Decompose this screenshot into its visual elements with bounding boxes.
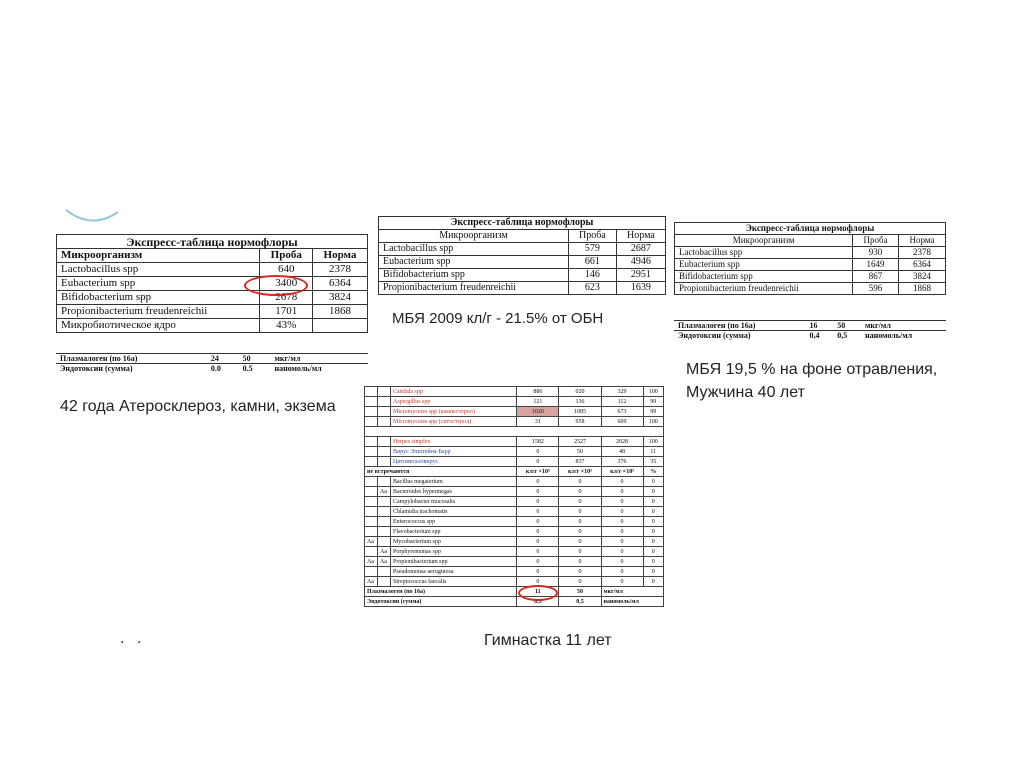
cell-value: 11 xyxy=(643,447,663,457)
table-title: Экспресс-таблица нормофлоры xyxy=(675,223,946,235)
cell-flag xyxy=(378,507,391,517)
cell-norm: 1639 xyxy=(616,282,665,295)
cell-value: 0 xyxy=(643,537,663,547)
header-unit: кл/г ×10⁵ xyxy=(559,467,601,477)
header-norm: Норма xyxy=(616,230,665,243)
cell-value: 376 xyxy=(601,457,643,467)
cell-norm: 3824 xyxy=(898,271,945,283)
microbe-rows xyxy=(365,477,664,587)
cell-value: 673 xyxy=(601,407,643,417)
cell-value: 0 xyxy=(559,567,601,577)
header-unit: % xyxy=(643,467,663,477)
cell-value: 0 xyxy=(601,577,643,587)
cell-value: 886 xyxy=(517,387,559,397)
cell-name: Propionibacterium freudenreichii xyxy=(675,283,853,295)
extra-value: 0,3 xyxy=(517,597,559,607)
cell-value: 0 xyxy=(643,477,663,487)
stray-dots: . . xyxy=(120,630,146,647)
cell-value: 0 xyxy=(517,527,559,537)
header-unit: кл/г ×10⁵ xyxy=(517,467,559,477)
extra-unit: мкг/мл xyxy=(861,321,946,331)
header-sample: Проба xyxy=(260,249,313,263)
cell-sample: 146 xyxy=(568,269,616,282)
cell-flag xyxy=(378,567,391,577)
cell-value: 0 xyxy=(601,567,643,577)
caption-3-line-2: Мужчина 40 лет xyxy=(686,384,805,401)
table-row xyxy=(57,319,368,333)
cell-name: Flavobacterium spp xyxy=(391,527,517,537)
cell-value: 0 xyxy=(643,497,663,507)
cell-value: 112 xyxy=(601,397,643,407)
cell-value: 837 xyxy=(559,457,601,467)
cell-value: 0 xyxy=(601,507,643,517)
extra-row xyxy=(365,597,664,607)
cell-value: 0 xyxy=(517,477,559,487)
cell-value: 2028 xyxy=(601,437,643,447)
cell-name: Porphyromonas spp xyxy=(391,547,517,557)
extra-label: Плазмалоген (по 16а) xyxy=(56,354,207,364)
table-header-row xyxy=(365,467,664,477)
table-row xyxy=(675,259,946,271)
cell-flag xyxy=(365,517,378,527)
cell-value: 0 xyxy=(601,547,643,557)
header-norm: Норма xyxy=(313,249,368,263)
table-row xyxy=(365,387,664,397)
cell-name: Lactobacillus spp xyxy=(57,263,260,277)
cell-value: 0 xyxy=(601,497,643,507)
table-row xyxy=(57,277,368,291)
cell-value: 0 xyxy=(643,547,663,557)
table-row xyxy=(365,397,664,407)
cell-flag xyxy=(378,537,391,547)
cell-name: Enterococcus spp xyxy=(391,517,517,527)
table-row xyxy=(365,577,664,587)
extra-unit: наномоль/мл xyxy=(861,331,946,341)
cell-name: Bacteroides hypermegas xyxy=(391,487,517,497)
extra-value: 11 xyxy=(517,587,559,597)
extra-label: Плазмалоген (по 16а) xyxy=(365,587,517,597)
cell-name: Eubacterium spp xyxy=(675,259,853,271)
table-row xyxy=(379,269,666,282)
cell-flag: Аа xyxy=(365,537,378,547)
cell-value: 1085 xyxy=(559,407,601,417)
table-spacer-row xyxy=(365,427,664,437)
cell-value: 0 xyxy=(601,557,643,567)
cell-sample: 579 xyxy=(568,243,616,256)
cell-flag xyxy=(365,547,378,557)
header-sample: Проба xyxy=(853,235,899,247)
cell-value: 48 xyxy=(601,447,643,457)
cell-name: Propionibacterium spp xyxy=(391,557,517,567)
cell-value: 0 xyxy=(517,557,559,567)
cell-value: 0 xyxy=(559,507,601,517)
cell-value: 136 xyxy=(559,397,601,407)
table-row xyxy=(365,557,664,567)
caption-1: 42 года Атеросклероз, камни, экзема xyxy=(60,398,336,415)
table1-extra xyxy=(56,353,368,373)
cell-value: 1582 xyxy=(517,437,559,447)
cell-sample: 930 xyxy=(853,247,899,259)
header-unit: кл/г ×10⁵ xyxy=(601,467,643,477)
cell-sample: 2678 xyxy=(260,291,313,305)
extra-value: 16 xyxy=(806,321,834,331)
cell-value: 958 xyxy=(559,417,601,427)
cell-flag xyxy=(365,507,378,517)
normoflora-table-1 xyxy=(56,234,368,333)
extra-norm: 0.5 xyxy=(239,364,271,374)
cell-flag: Аа xyxy=(378,487,391,497)
table-row xyxy=(365,497,664,507)
table-row xyxy=(365,547,664,557)
extra-value: 0.0 xyxy=(207,364,239,374)
cell-sample: 640 xyxy=(260,263,313,277)
cell-name: Pseudomonas aeruginosa xyxy=(391,567,517,577)
cell-value: 0 xyxy=(517,487,559,497)
table-row xyxy=(365,447,664,457)
cell-name: Aspergillus spp xyxy=(391,397,517,407)
extra-norm: 50 xyxy=(239,354,271,364)
cell-sample-highlighted: 3400 xyxy=(260,277,313,291)
cell-value-highlighted: 1020 xyxy=(517,407,559,417)
cell-value: 0 xyxy=(643,507,663,517)
cell-value: 329 xyxy=(601,387,643,397)
cell-norm: 1868 xyxy=(898,283,945,295)
table-header-row xyxy=(675,235,946,247)
extra-norm: 0,5 xyxy=(833,331,861,341)
cell-name: Eubacterium spp xyxy=(57,277,260,291)
cell-value: 0 xyxy=(643,517,663,527)
cell-sample: 623 xyxy=(568,282,616,295)
cell-name: Micromycetes spp (ситостерол) xyxy=(391,417,517,427)
cell-value: 0 xyxy=(517,447,559,457)
cell-value: 0 xyxy=(601,477,643,487)
cell-flag xyxy=(365,477,378,487)
table-header-row xyxy=(379,230,666,243)
extra-label: Эндотоксин (сумма) xyxy=(674,331,806,341)
table-row xyxy=(57,291,368,305)
extra-norm: 50 xyxy=(559,587,601,597)
header-microorganism: Микроорганизм xyxy=(379,230,569,243)
cell-flag xyxy=(378,527,391,537)
cell-flag xyxy=(378,477,391,487)
cell-value: 121 xyxy=(517,397,559,407)
cell-value: 0 xyxy=(559,557,601,567)
cell-value: 0 xyxy=(601,527,643,537)
cell-name: Herpes simplex xyxy=(391,437,517,447)
cell-norm: 2951 xyxy=(616,269,665,282)
cell-sample: 1701 xyxy=(260,305,313,319)
cell-value: 0 xyxy=(601,537,643,547)
cell-value: 100 xyxy=(643,417,663,427)
cell-value: 0 xyxy=(517,457,559,467)
table-title: Экспресс-таблица нормофлоры xyxy=(379,217,666,230)
cell-flag xyxy=(365,527,378,537)
extra-row xyxy=(56,364,368,374)
table3-extra xyxy=(674,320,946,340)
cell-sample: 596 xyxy=(853,283,899,295)
table-row xyxy=(365,507,664,517)
table-row xyxy=(365,407,664,417)
cell-value: 2527 xyxy=(559,437,601,447)
table-title-row xyxy=(379,217,666,230)
table-row xyxy=(365,417,664,427)
cell-value: 0 xyxy=(517,577,559,587)
table-row xyxy=(365,457,664,467)
table-row xyxy=(365,487,664,497)
table-row xyxy=(365,567,664,577)
cell-name: Propionibacterium freudenreichii xyxy=(379,282,569,295)
microbe-report-table xyxy=(364,386,664,607)
table-row xyxy=(675,247,946,259)
extra-row xyxy=(56,354,368,364)
cell-value: 0 xyxy=(559,517,601,527)
cell-name: Campylobacter mucosalis xyxy=(391,497,517,507)
cell-sample: 1649 xyxy=(853,259,899,271)
cell-norm: 4946 xyxy=(616,256,665,269)
cell-value: 0 xyxy=(601,517,643,527)
caption-4: Гимнастка 11 лет xyxy=(484,632,612,649)
cell-name: Вирус Эпштейна-Барр xyxy=(391,447,517,457)
cell-norm: 6364 xyxy=(898,259,945,271)
extra-unit: наномоль/мл xyxy=(270,364,368,374)
cell-value: 0 xyxy=(643,527,663,537)
cell-norm: 2378 xyxy=(313,263,368,277)
normoflora-table-3 xyxy=(674,222,946,295)
cell-value: 35 xyxy=(643,457,663,467)
cell-value: 0 xyxy=(517,517,559,527)
caption-2: МБЯ 2009 кл/г - 21.5% от ОБН xyxy=(392,310,604,327)
extra-value: 24 xyxy=(207,354,239,364)
cell-flag xyxy=(378,517,391,527)
normoflora-table-2 xyxy=(378,216,666,295)
table-row xyxy=(675,271,946,283)
header-microorganism: Микроорганизм xyxy=(57,249,260,263)
cell-value: 0 xyxy=(517,567,559,577)
cell-name: Lactobacillus spp xyxy=(379,243,569,256)
cell-name: Bifidobacterium spp xyxy=(379,269,569,282)
cell-norm: 6364 xyxy=(313,277,368,291)
cell-value: 0 xyxy=(643,577,663,587)
cell-name: Candida spp xyxy=(391,387,517,397)
extra-norm: 0,5 xyxy=(559,597,601,607)
cell-value: 0 xyxy=(559,497,601,507)
cell-flag: Аа xyxy=(378,557,391,567)
table-row xyxy=(379,282,666,295)
extra-label: Плазмалоген (по 16а) xyxy=(674,321,806,331)
table-row xyxy=(57,263,368,277)
cell-flag xyxy=(365,567,378,577)
cell-flag: Аа xyxy=(365,577,378,587)
cell-name: Chlamidia trachomatis xyxy=(391,507,517,517)
cell-name: Lactobacillus spp xyxy=(675,247,853,259)
cell-flag xyxy=(378,577,391,587)
cell-value: 0 xyxy=(517,547,559,557)
cell-name: Eubacterium spp xyxy=(379,256,569,269)
cell-value: 0 xyxy=(559,547,601,557)
extra-value: 0,4 xyxy=(806,331,834,341)
cell-name: Mycobacterium spp xyxy=(391,537,517,547)
cell-sample: 661 xyxy=(568,256,616,269)
cell-name: Micromycetes spp (кампестерол) xyxy=(391,407,517,417)
cell-value: 0 xyxy=(559,527,601,537)
cell-sample: 867 xyxy=(853,271,899,283)
table-row xyxy=(365,537,664,547)
header-label: не встречаются xyxy=(365,467,517,477)
cell-flag xyxy=(365,487,378,497)
header-microorganism: Микроорганизм xyxy=(675,235,853,247)
extra-label: Эндотоксин (сумма) xyxy=(365,597,517,607)
cell-norm xyxy=(313,319,368,333)
decorative-arc xyxy=(62,200,122,230)
cell-flag xyxy=(365,497,378,507)
table-row xyxy=(365,517,664,527)
cell-name: Bacillus megaterium xyxy=(391,477,517,487)
cell-name: Bifidobacterium spp xyxy=(675,271,853,283)
cell-flag xyxy=(378,497,391,507)
cell-value: 99 xyxy=(643,397,663,407)
cell-value: 99 xyxy=(643,407,663,417)
table-row xyxy=(365,477,664,487)
cell-name: Цитомегаловирус xyxy=(391,457,517,467)
header-sample: Проба xyxy=(568,230,616,243)
cell-flag: Аа xyxy=(378,547,391,557)
cell-value: 31 xyxy=(517,417,559,427)
extra-unit: наномоль/мл xyxy=(601,597,664,607)
header-norm: Норма xyxy=(898,235,945,247)
cell-value: 0 xyxy=(517,537,559,547)
cell-flag: Аа xyxy=(365,557,378,567)
extra-unit: мкг/мл xyxy=(270,354,368,364)
cell-value: 0 xyxy=(517,497,559,507)
table-title: Экспресс-таблица нормофлоры xyxy=(57,235,368,249)
caption-3-line-1: МБЯ 19,5 % на фоне отравления, xyxy=(686,361,938,378)
table-header-row xyxy=(57,249,368,263)
cell-value: 50 xyxy=(559,447,601,457)
cell-norm: 3824 xyxy=(313,291,368,305)
cell-value: 0 xyxy=(559,537,601,547)
cell-name: Streptococcus faecalis xyxy=(391,577,517,587)
extra-norm: 50 xyxy=(833,321,861,331)
table-row xyxy=(379,256,666,269)
cell-value: 0 xyxy=(643,557,663,567)
extra-unit: мкг/мл xyxy=(601,587,664,597)
cell-value: 100 xyxy=(643,387,663,397)
extra-label: Эндотоксин (сумма) xyxy=(56,364,207,374)
cell-value: 0 xyxy=(643,567,663,577)
table-row xyxy=(57,305,368,319)
cell-norm: 1868 xyxy=(313,305,368,319)
cell-value: 0 xyxy=(643,487,663,497)
cell-value: 0 xyxy=(559,487,601,497)
extra-row xyxy=(674,321,946,331)
extra-row xyxy=(365,587,664,597)
extra-row xyxy=(674,331,946,341)
cell-value: 020 xyxy=(559,387,601,397)
cell-value: 0 xyxy=(601,487,643,497)
cell-value: 609 xyxy=(601,417,643,427)
table-row xyxy=(365,527,664,537)
table-title-row xyxy=(675,223,946,235)
cell-name: Propionibacterium freudenreichii xyxy=(57,305,260,319)
cell-name: Микробиотическое ядро xyxy=(57,319,260,333)
cell-value: 0 xyxy=(517,507,559,517)
cell-norm: 2378 xyxy=(898,247,945,259)
table-row xyxy=(675,283,946,295)
cell-name: Bifidobacterium spp xyxy=(57,291,260,305)
cell-sample: 43% xyxy=(260,319,313,333)
cell-value: 0 xyxy=(559,577,601,587)
cell-value: 0 xyxy=(559,477,601,487)
cell-norm: 2687 xyxy=(616,243,665,256)
cell-value: 100 xyxy=(643,437,663,447)
table-row xyxy=(365,437,664,447)
table-row xyxy=(379,243,666,256)
table-title-row xyxy=(57,235,368,249)
